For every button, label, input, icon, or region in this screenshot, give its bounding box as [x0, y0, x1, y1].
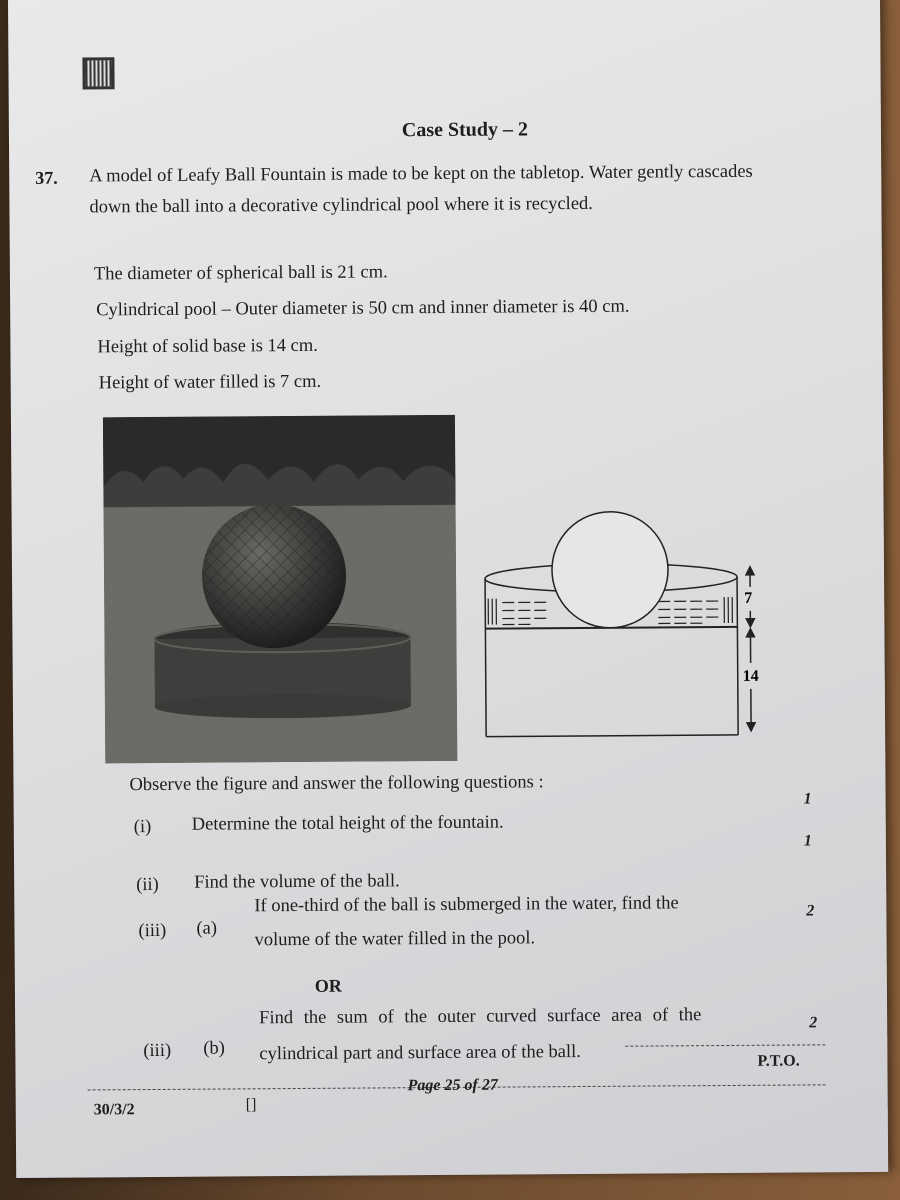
question-i-number: (i)	[133, 817, 152, 838]
instruction-text: Observe the figure and answer the following questions :	[129, 772, 544, 796]
section-heading: Case Study – 2	[401, 118, 529, 142]
answer-divider-right	[625, 1044, 825, 1046]
question-intro: A model of Leafy Ball Fountain is made to be kept on the tabletop. Water gently cascades down the ball into a decorative cylindrical pool where it is recycled.	[89, 161, 753, 218]
question-i-text: Determine the total height of the fountain.	[191, 812, 504, 835]
question-i-marks: 1	[803, 790, 812, 808]
fact-ball-diameter: The diameter of spherical ball is 21 cm.	[93, 262, 388, 285]
question-iii-b-marks: 2	[809, 1014, 818, 1032]
question-ii-marks: 1	[803, 832, 812, 850]
question-number: 37.	[35, 167, 58, 188]
question-iii-a-line1: If one-third of the ball is submerged in the water, find the	[254, 893, 679, 917]
pto-label: P.T.O.	[757, 1052, 800, 1070]
pool-left-wall	[485, 579, 486, 737]
base-height-label: 14	[742, 667, 759, 685]
question-iii-a-number: (iii)	[138, 920, 167, 942]
question-iii-b-number: (iii)	[143, 1040, 172, 1062]
question-iii-b-line2: cylindrical part and surface area of the ball.	[259, 1042, 581, 1065]
water-hatch-left	[488, 598, 546, 624]
diagram-ball	[552, 511, 669, 628]
fountain-diagram	[470, 503, 792, 745]
question-iii-b-sub: (b)	[203, 1038, 225, 1059]
footer-box: []	[245, 1096, 257, 1114]
water-height-label: 7	[744, 589, 753, 607]
paper-code: 30/3/2	[93, 1101, 135, 1119]
or-separator: OR	[314, 975, 342, 996]
fountain-photo	[103, 415, 457, 763]
question-iii-a-marks: 2	[806, 902, 815, 920]
question-iii-a-line2: volume of the water filled in the pool.	[254, 928, 536, 951]
question-iii-a-sub: (a)	[196, 918, 218, 939]
question-ii-number: (ii)	[136, 874, 159, 896]
pool-right-wall	[737, 577, 738, 735]
question-ii-text: Find the volume of the ball.	[194, 871, 400, 893]
fact-water-height: Height of water filled is 7 cm.	[98, 371, 322, 394]
fact-pool-diameter: Cylindrical pool – Outer diameter is 50 cm and inner diameter is 40 cm.	[96, 296, 630, 321]
fountain-photo-illustration	[103, 415, 457, 763]
fact-base-height: Height of solid base is 14 cm.	[97, 335, 318, 358]
water-hatch-right	[658, 597, 732, 624]
question-iii-b-line1: Find the sum of the outer curved surface area of the	[259, 1005, 702, 1029]
pool-bottom	[486, 735, 738, 737]
qr-code-icon	[82, 57, 114, 89]
exam-page	[8, 0, 888, 1178]
page-number: Page 25 of 27	[407, 1076, 498, 1095]
